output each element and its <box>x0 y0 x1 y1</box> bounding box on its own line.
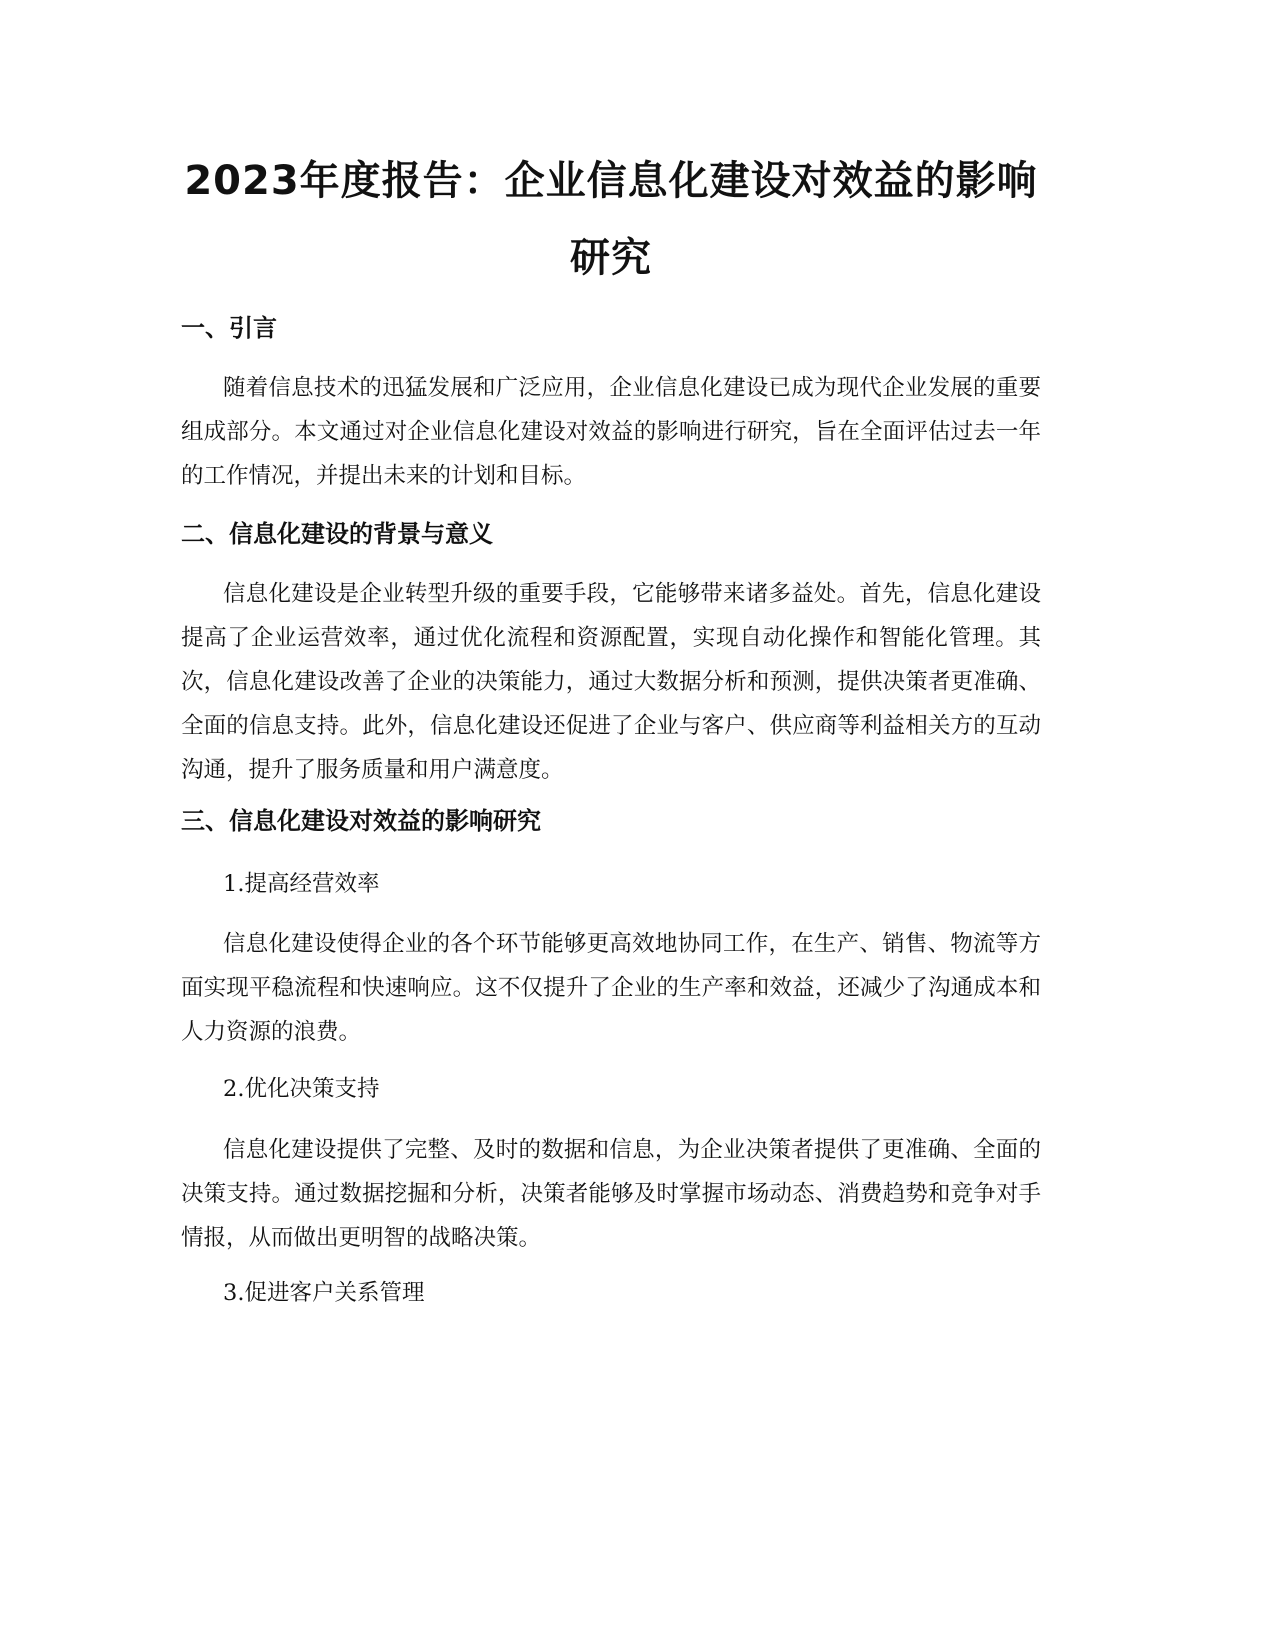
subsection-heading-decision: 2.优化决策支持 <box>223 1076 380 1102</box>
section-paragraph-background: 信息化建设是企业转型升级的重要手段，它能够带来诸多益处。首先，信息化建设提高了企业运营效率，通过优化流程和资源配置，实现自动化操作和智能化管理。其次，信息化建设改善了企业的决策能力，通过大数据分析和预测，提供决策者更准确、全面的信息支持。此外，信息化建设还促进了企业与客户、供应商等利益相关方的互动沟通，提升了服务质量和用户满意度。 <box>181 581 1041 783</box>
section-heading-impact: 三、信息化建设对效益的影响研究 <box>181 807 541 835</box>
subsection-paragraph-efficiency: 信息化建设使得企业的各个环节能够更高效地协同工作，在生产、销售、物流等方面实现平稳流程和快速响应。这不仅提升了企业的生产率和效益，还减少了沟通成本和人力资源的浪费。 <box>181 931 1041 1045</box>
document-title: 2023年度报告：企业信息化建设对效益的影响研究 <box>184 158 1038 281</box>
subsection-paragraph-decision: 信息化建设提供了完整、及时的数据和信息，为企业决策者提供了更准确、全面的决策支持。通过数据挖掘和分析，决策者能够及时掌握市场动态、消费趋势和竞争对手情报，从而做出更明智的战略决策。 <box>181 1137 1041 1251</box>
section-heading-background: 二、信息化建设的背景与意义 <box>181 520 493 548</box>
subsection-heading-crm: 3.促进客户关系管理 <box>223 1280 425 1306</box>
section-paragraph-introduction: 随着信息技术的迅猛发展和广泛应用，企业信息化建设已成为现代企业发展的重要组成部分。本文通过对企业信息化建设对效益的影响进行研究，旨在全面评估过去一年的工作情况，并提出未来的计划和目标。 <box>181 375 1041 489</box>
section-heading-introduction: 一、引言 <box>181 314 277 342</box>
subsection-heading-efficiency: 1.提高经营效率 <box>223 871 380 897</box>
